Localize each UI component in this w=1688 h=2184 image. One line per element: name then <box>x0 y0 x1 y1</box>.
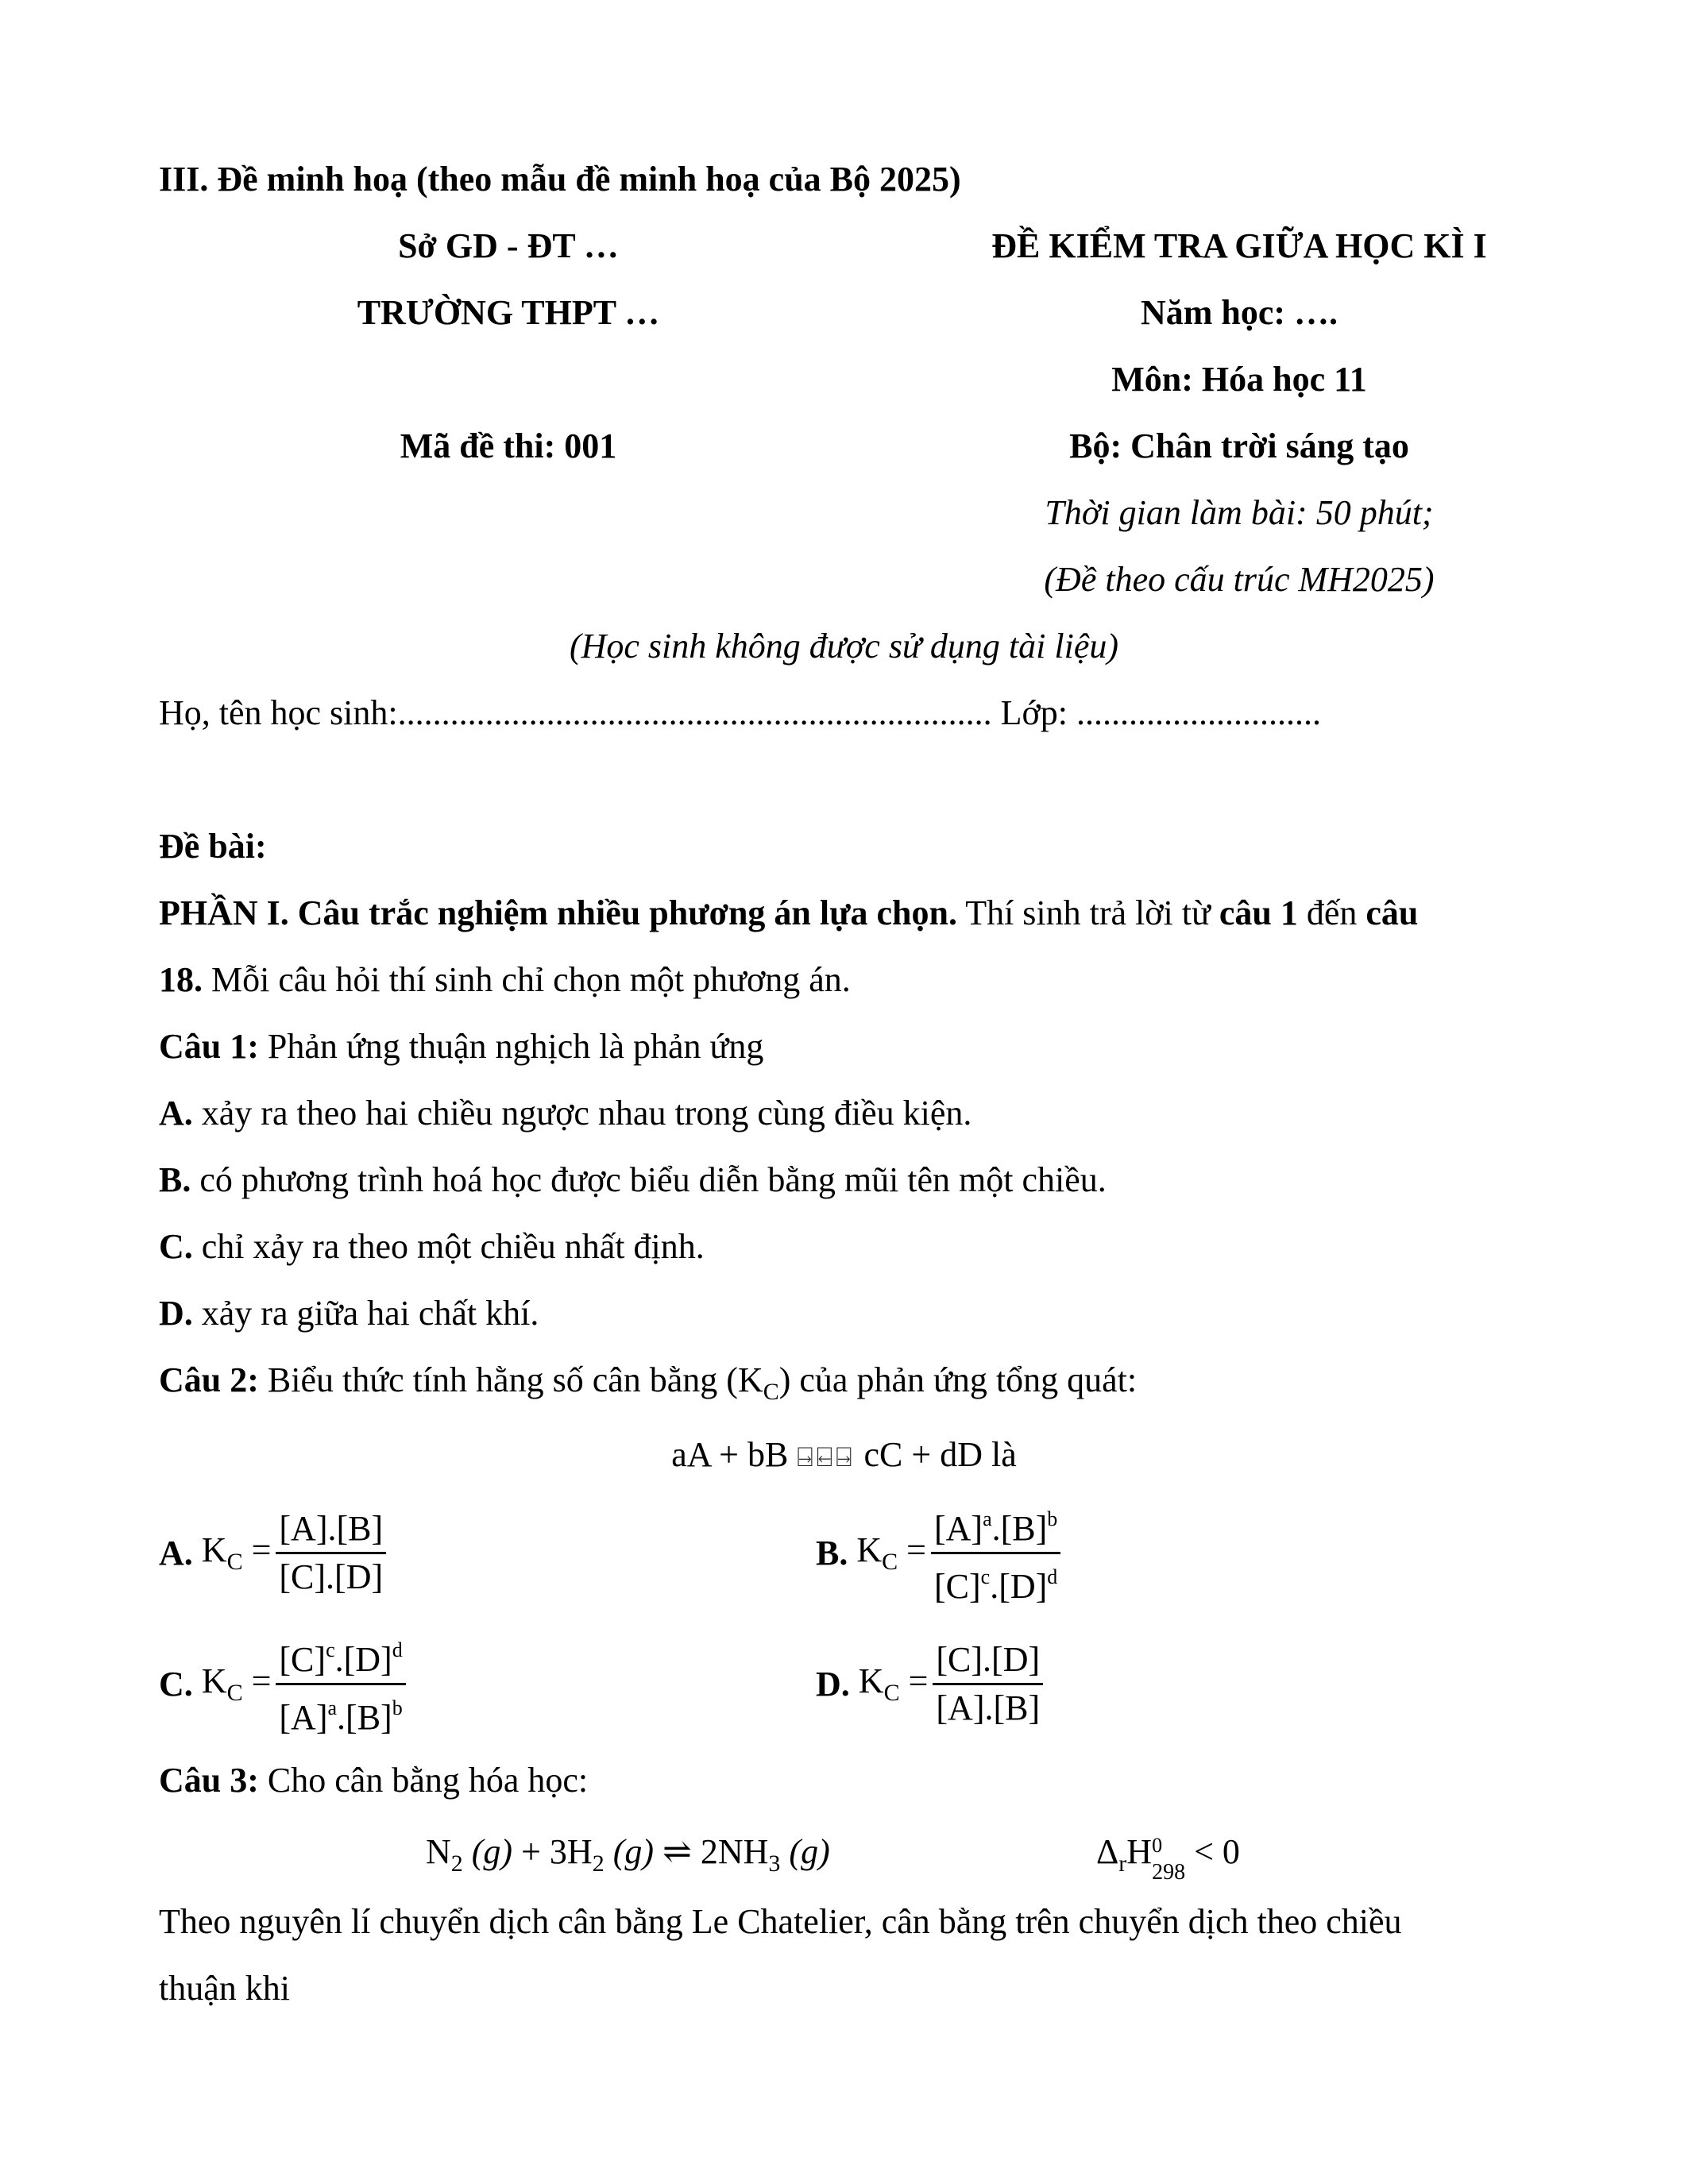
option-letter: B. <box>159 1160 191 1199</box>
general-reaction-equation <box>0 1431 1688 1481</box>
question-3-stem <box>159 1757 588 1804</box>
department-label: Sở GD - ĐT … <box>398 226 619 265</box>
question-text: Cho cân bằng hóa học: <box>258 1761 589 1800</box>
question-2-option-d[interactable] <box>816 1632 1048 1735</box>
question-1-option-b[interactable] <box>159 1156 1107 1204</box>
time-allowed: Thời gian làm bài: 50 phút; <box>1045 493 1434 532</box>
fraction-denominator: [C].[D] <box>279 1557 384 1596</box>
question-2-stem <box>159 1356 1137 1416</box>
question-3-followup-line2: thuận khi <box>159 1969 290 2008</box>
equation-reactants: aA + bB <box>671 1435 789 1474</box>
fraction-numerator: [C].[D] <box>933 1637 1043 1685</box>
question-text: Phản ứng thuận nghịch là phản ứng <box>258 1027 764 1066</box>
question-label: Câu 2: <box>159 1360 259 1399</box>
ammonia-equilibrium-equation: $N_2$ $(g) + 3H_2$ (g) ⇌ $2NH_3$ (g) <box>426 1832 830 1877</box>
kc-fraction <box>931 1496 1060 1610</box>
option-letter: B. <box>816 1533 848 1572</box>
kc-symbol: $K_C$ = <box>858 1661 929 1706</box>
question-2-option-a[interactable] <box>159 1501 391 1604</box>
fraction-numerator: $[C]^c.[D]^d$ <box>276 1627 405 1685</box>
exam-code: Mã đề thi: 001 <box>400 426 617 465</box>
problem-heading: Đề bài: <box>159 827 267 866</box>
option-letter: A. <box>159 1094 193 1133</box>
question-text: Biểu thức tính hằng số cân bằng (K <box>258 1360 763 1399</box>
part1-to-question: câu <box>1365 893 1419 932</box>
part1-text: Thí sinh trả lời từ <box>957 893 1219 932</box>
part1-intro-line2 <box>159 956 851 1004</box>
book-series: Bộ: Chân trời sáng tạo <box>1069 426 1409 465</box>
part1-text: Mỗi câu hỏi thí sinh chỉ chọn một phương án. <box>203 960 851 999</box>
option-letter: D. <box>159 1294 193 1333</box>
part1-to-question-number: 18. <box>159 960 203 999</box>
structure-note: (Đề theo cấu trúc MH2025) <box>1044 560 1435 599</box>
kc-fraction <box>276 1506 386 1600</box>
question-subscript: C <box>763 1379 779 1405</box>
student-name-field[interactable]: .................................................................... <box>397 693 992 732</box>
question-3-followup-line1: Theo nguyên lí chuyển dịch cân bằng Le Chatelier, cân bằng trên chuyển dịch theo chiều <box>159 1902 1402 1941</box>
option-text: xảy ra theo hai chiều ngược nhau trong cùng điều kiện. <box>192 1094 972 1133</box>
question-2-option-b[interactable] <box>816 1501 1065 1604</box>
kc-fraction <box>276 1627 405 1741</box>
subject-label: Môn: Hóa học 11 <box>1111 360 1367 399</box>
equation-products: cC + dD là <box>863 1435 1017 1474</box>
kc-symbol: $K_C$ = <box>201 1661 272 1706</box>
question-label: Câu 3: <box>159 1761 259 1800</box>
option-text: chỉ xảy ra theo một chiều nhất định. <box>192 1227 705 1266</box>
part1-intro-line1 <box>159 889 1418 937</box>
question-1-option-a[interactable] <box>159 1090 971 1137</box>
class-field[interactable]: ............................ <box>1076 693 1322 732</box>
option-letter: D. <box>816 1664 850 1704</box>
school-label: TRƯỜNG THPT … <box>357 293 660 332</box>
class-label: Lớp: <box>1000 693 1068 732</box>
kc-fraction <box>933 1637 1043 1731</box>
option-letter: C. <box>159 1664 193 1704</box>
fraction-denominator: $[C]^c.[D]^d$ <box>933 1565 1058 1606</box>
option-text: xảy ra giữa hai chất khí. <box>192 1294 539 1333</box>
option-letter: C. <box>159 1227 193 1266</box>
question-1-stem <box>159 1023 763 1071</box>
question-label: Câu 1: <box>159 1027 259 1066</box>
section-title: III. Đề minh hoạ (theo mẫu đề minh hoạ của Bộ 2025) <box>159 160 961 199</box>
kc-symbol: $K_C$ = <box>201 1530 272 1575</box>
option-letter: A. <box>159 1533 193 1572</box>
part1-text: đến <box>1297 893 1366 932</box>
question-1-option-d[interactable] <box>159 1290 539 1337</box>
equilibrium-arrow-icon: ⍈⍇⍈ <box>797 1441 856 1473</box>
fraction-numerator: $[A]^a.[B]^b$ <box>931 1496 1060 1554</box>
student-info-line <box>159 689 1321 737</box>
question-1-option-c[interactable] <box>159 1223 705 1271</box>
kc-symbol: $K_C$ = <box>856 1530 926 1575</box>
no-materials-note: (Học sinh không được sử dụng tài liệu) <box>569 627 1119 666</box>
enthalpy-condition: $\Delta_rH$ 0 298 < 0 <box>1096 1832 1240 1885</box>
student-name-label: Họ, tên học sinh: <box>159 693 398 732</box>
part1-from-question: câu 1 <box>1219 893 1298 932</box>
option-text: có phương trình hoá học được biểu diễn bằng mũi tên một chiều. <box>191 1160 1107 1199</box>
part1-title: PHẦN I. Câu trắc nghiệm nhiều phương án lựa chọn. <box>159 893 957 932</box>
fraction-denominator: $[A]^a.[B]^b$ <box>279 1696 403 1737</box>
question-text: ) của phản ứng tổng quát: <box>778 1360 1138 1399</box>
fraction-numerator: [A].[B] <box>276 1506 386 1554</box>
question-2-option-c[interactable] <box>159 1632 411 1735</box>
exam-title: ĐỀ KIỂM TRA GIỮA HỌC KÌ I <box>991 226 1487 265</box>
fraction-denominator: [A].[B] <box>936 1688 1041 1727</box>
school-year: Năm học: …. <box>1140 293 1338 332</box>
